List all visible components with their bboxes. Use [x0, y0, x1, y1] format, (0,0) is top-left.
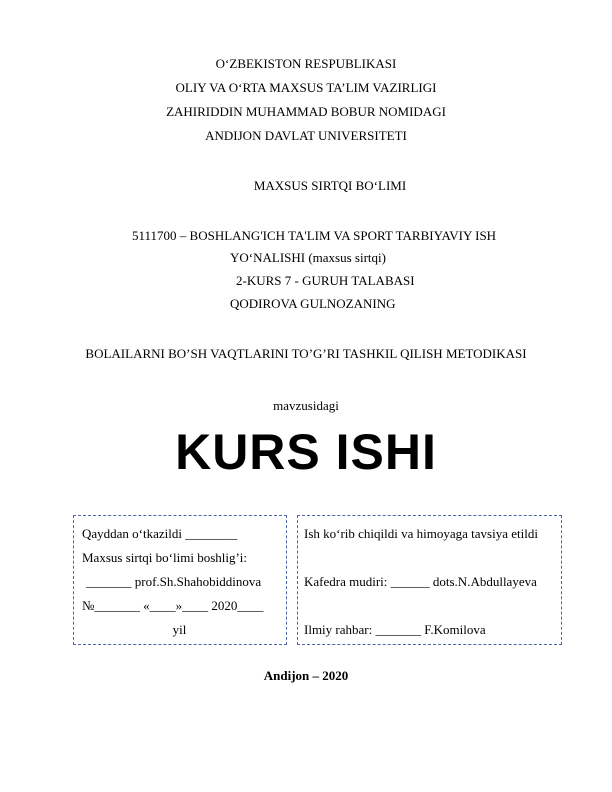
registration-head-title: Maxsus sirtqi bo‘limi boshlig’i:	[82, 550, 248, 565]
approval-box	[297, 515, 562, 645]
footer-city-year: Andijon – 2020	[263, 668, 349, 683]
header-line-university: ANDIJON DAVLAT UNIVERSITETI	[205, 128, 407, 143]
header-line-ministry: OLIY VA O‘RTA MAXSUS TA’LIM VAZIRLIGI	[175, 80, 437, 95]
department-name: MAXSUS SIRTQI BO‘LIMI	[253, 178, 407, 193]
registration-number-date: №_______ «____»____ 2020____	[82, 598, 264, 613]
direction-line-group: 2-KURS 7 - GURUH TALABASI	[236, 273, 415, 288]
registration-box	[73, 515, 287, 645]
registration-year: yil	[172, 622, 187, 637]
topic-title: BOLAILARNI BO’SH VAQTLARINI TO’G’RI TASHKIL QILISH METODIKASI	[85, 346, 527, 361]
approval-statement: Ish ko‘rib chiqildi va himoyaga tavsiya etildi	[304, 526, 538, 541]
header-line-republic: O‘ZBEKISTON RESPUBLIKASI	[215, 56, 397, 71]
direction-line-specialty: YO‘NALISHI (maxsus sirtqi)	[230, 250, 386, 265]
registration-line: Qayddan o‘tkazildi ________	[82, 526, 238, 541]
direction-line-code: 5111700 – BOSHLANG'ICH TA'LIM VA SPORT TARBIYAVIY ISH	[132, 228, 497, 243]
header-line-named: ZAHIRIDDIN MUHAMMAD BOBUR NOMIDAGI	[166, 104, 446, 119]
scientific-supervisor: Ilmiy rahbar: _______ F.Komilova	[304, 622, 486, 637]
department-head: Kafedra mudiri: ______ dots.N.Abdullayeva	[304, 574, 537, 589]
registration-head-name: _______ prof.Sh.Shahobiddinova	[86, 574, 262, 589]
topic-suffix: mavzusidagi	[273, 398, 339, 413]
student-name: QODIROVA GULNOZANING	[230, 296, 396, 311]
document-title: KURS ISHI	[175, 424, 437, 480]
